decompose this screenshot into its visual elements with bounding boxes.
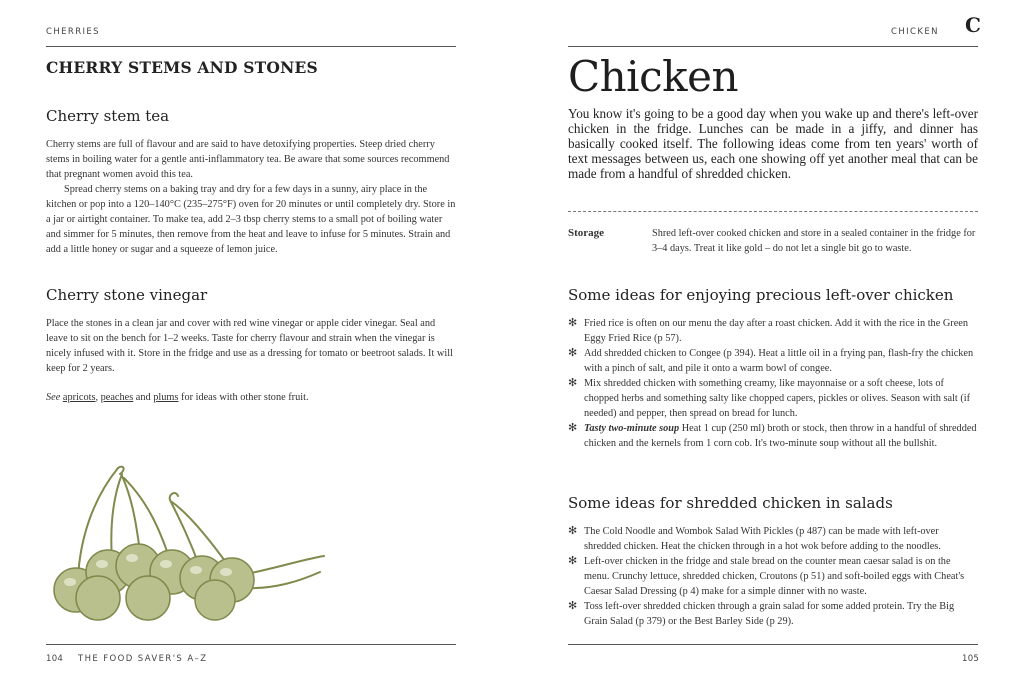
page-number: 104 [46,654,64,664]
apricots-link[interactable]: apricots [62,392,96,403]
salads-list [568,524,978,629]
bullet-icon: ✻ [568,347,578,359]
tea-paragraph-2: Spread cherry stems on a baking tray and dry for a few days in a sunny, airy place in the kitchen or pop into a 120–140°C (235–275°F) oven for 20 minutes or until completely dry. Store in a jar or airtight container. To make tea, add 2–3 tbsp cherry stems to a small pot of boiling water and simmer for 5 minutes, then remove from the heat and leave to infuse for 5 minutes. Strain and add a little honey or sugar and a squeeze of lemon juice. [46,184,456,255]
idea-item [568,316,978,346]
running-head: CHICKEN [891,27,939,37]
tea-paragraph-1: Cherry stems are full of flavour and are said to have detoxifying properties. Steep dried cherry stems in boiling water for a gentle anti-inflammatory tea. Be aware that some sources recommend that pregnant women avoid this tea. [46,139,450,180]
page-number: 105 [962,654,980,664]
ideas-heading: Some ideas for enjoying precious left-over chicken [568,286,954,304]
see-rest: for ideas with other stone fruit. [178,392,309,403]
idea-item [568,376,978,421]
idea-item [568,346,978,376]
item-text: Mix shredded chicken with something creamy, like mayonnaise or a soft cheese, lots of chopped herbs and something salty like chopped capers, pickles or olives. Season with salt (if needed) and pepper, then spread on bread for lunch. [584,378,971,419]
see-also [46,390,456,405]
item-text: Add shredded chicken to Congee (p 394). Heat a little oil in a frying pan, flash-fry the chicken with a pinch of salt, and pile it onto a warm bowl of congee. [584,348,974,374]
bullet-icon: ✻ [568,377,578,389]
cherries-illustration-icon [40,460,340,630]
salad-item [568,599,978,629]
tea-body [46,137,456,257]
vinegar-heading: Cherry stone vinegar [46,286,208,304]
see-sep-2: and [133,392,154,403]
dashed-divider [568,211,978,212]
item-text: Fried rice is often on our menu the day after a roast chicken. Add it with the rice in the Green Eggy Fried Rice (p 57). [584,318,969,344]
header-rule [46,46,456,47]
bullet-icon: ✻ [568,600,578,612]
book-title: THE FOOD SAVER'S A–Z [78,654,208,664]
vinegar-body [46,316,456,376]
salad-item [568,524,978,554]
idea-lead: Tasty two-minute soup [584,423,680,434]
page-title: Chicken [568,52,738,101]
bullet-icon: ✻ [568,525,578,537]
vinegar-paragraph: Place the stones in a clean jar and cover with red wine vinegar or apple cider vinegar. Seal and leave to sit on the bench for 1–2 weeks. Taste for cherry flavour and strain when the vinegar is nicely infused with it. Store in the fridge and use as a dressing for tomato or beetroot salads. It will keep for 2 years. [46,318,453,374]
peaches-link[interactable]: peaches [100,392,134,403]
section-title: CHERRY STEMS AND STONES [46,58,318,77]
footer-rule [46,644,456,645]
see-sep-1: , [95,392,101,403]
running-head: CHERRIES [46,27,100,37]
item-text: Heat 1 cup (250 ml) broth or stock, then throw in a handful of shredded chicken and the kernels from 1 corn cob. It's two-minute soup without all the bullshit. [584,423,977,449]
ideas-list [568,316,978,451]
salad-item [568,554,978,599]
intro-paragraph: You know it's going to be a good day when you wake up and there's left-over chicken in the fridge. Lunches can be made in a jiffy, and dinner has basically cooked itself. The following ideas come from ten years' worth of text messages between us, each one showing off yet another meal that can be made from a handful of shredded chicken. [568,106,978,181]
bullet-icon: ✻ [568,555,578,567]
plums-link[interactable]: plums [153,392,179,403]
right-page [512,0,1024,700]
see-label: See [46,392,61,403]
section-letter: C [965,13,981,37]
tea-heading: Cherry stem tea [46,107,170,125]
bullet-icon: ✻ [568,422,578,434]
storage-text: Shred left-over cooked chicken and store in a sealed container in the fridge for 3–4 days. Treat it like gold – do not let a single bit go to waste. [652,228,976,254]
item-text: The Cold Noodle and Wombok Salad With Pickles (p 487) can be made with left-over shredded chicken. Heat the chicken through in a hot wok before adding to the noodles. [584,526,941,552]
item-text: Left-over chicken in the fridge and stale bread on the counter mean caesar salad is on the menu. Crunchy lettuce, shredded chicken, Croutons (p 51) and soft-boiled eggs with Cheat's Caesar Salad Dressing (p 4) make for a simple dinner with no waste. [584,556,965,597]
idea-item [568,421,978,451]
storage-label: Storage [568,227,605,239]
salads-heading: Some ideas for shredded chicken in salads [568,494,893,512]
item-text: Toss left-over shredded chicken through a grain salad for some added protein. Try the Big Grain Salad (p 379) or the Best Barley Side (p 29). [584,601,955,627]
bullet-icon: ✻ [568,317,578,329]
footer-rule [568,644,978,645]
header-rule [568,46,978,47]
